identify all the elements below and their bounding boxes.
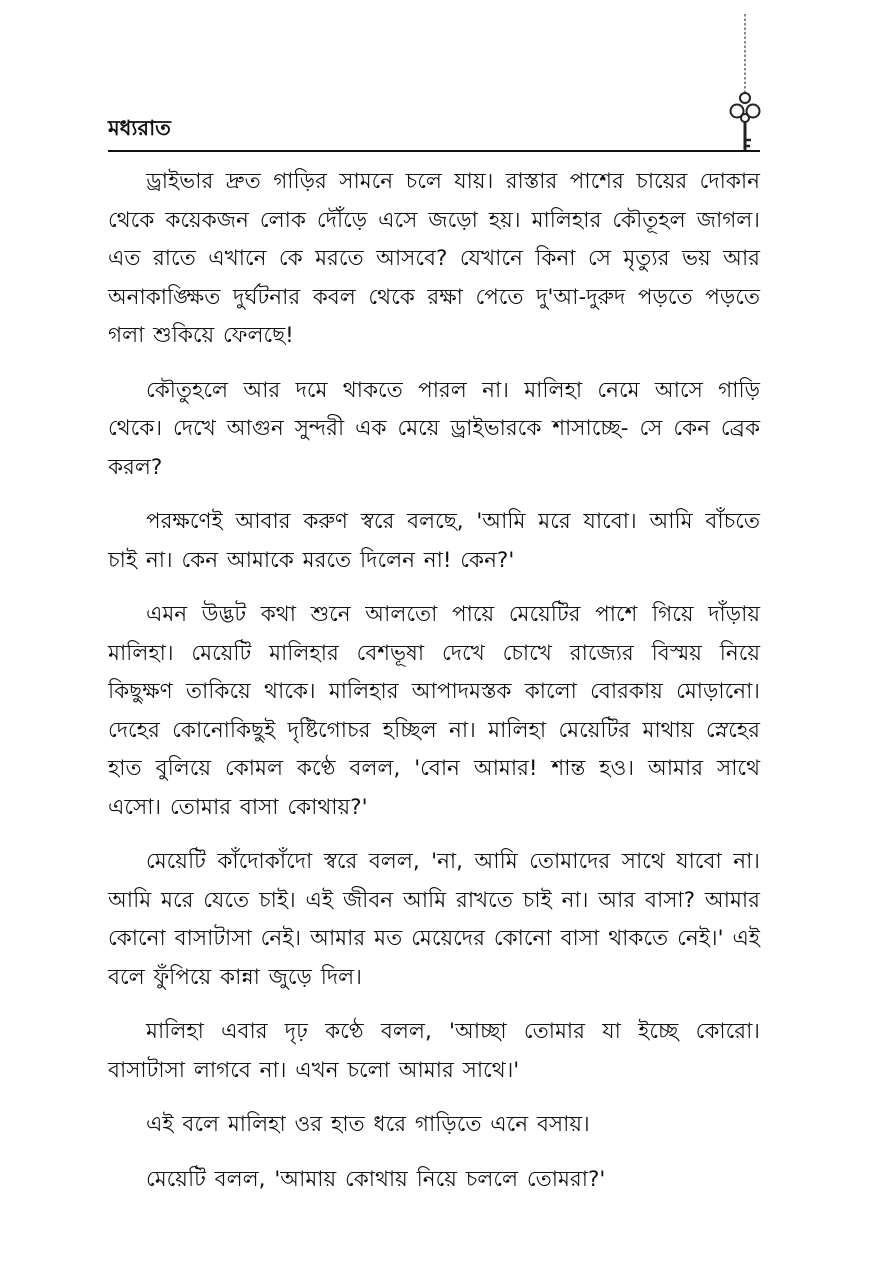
- paragraph-1: ড্রাইভার দ্রুত গাড়ির সামনে চলে যায়। রাস্তার পাশের চায়ের দোকান থেকে কয়েকজন লোক দৌঁড়ে এসে জড়ো হয়। মালিহার কৌতূহল জাগল। এত রাতে এখানে কে মরতে আসবে? যেখানে কিনা সে মৃত্যুর ভয় আর অনাকাঙ্ক্ষিত দুর্ঘটনার কবল থেকে রক্ষা পেতে দু'আ-দুরুদ পড়তে পড়তে গলা শুকিয়ে ফেলছে!: [108, 169, 760, 348]
- paragraph-6: মালিহা এবার দৃঢ় কণ্ঠে বলল, 'আচ্ছা তোমার যা ইচ্ছে কোরো। বাসাটাসা লাগবে না। এখন চলো আমার সাথে।': [108, 1019, 760, 1083]
- paragraph-8: মেয়েটি বলল, 'আমায় কোথায় নিয়ে চললে তোমরা?': [146, 1166, 606, 1192]
- paragraph-7: এই বলে মালিহা ওর হাত ধরে গাড়িতে এনে বসায়।: [146, 1112, 590, 1137]
- paragraph-5: মেয়েটি কাঁদোকাঁদো স্বরে বলল, 'না, আমি তোমাদের সাথে যাবো না। আমি মরে যেতে চাই। এই জীবন আমি রাখতে চাই না। আর বাসা? আমার কোনো বাসাটাসা নেই। আমার মত মেয়েদের কোনো বাসা থাকতে নেই।' এই বলে ফুঁপিয়ে কান্না জুড়ে দিল।: [108, 849, 760, 990]
- body-text: [108, 163, 760, 1215]
- header-divider: [108, 150, 760, 152]
- paragraph-4: এমন উদ্ভট কথা শুনে আলতো পায়ে মেয়েটির পাশে গিয়ে দাঁড়ায় মালিহা। মেয়েটি মালিহার বেশভূষা দেখে চোখে রাজ্যের বিস্ময় নিয়ে কিছুক্ষণ তাকিয়ে থাকে। মালিহার আপাদমস্তক কালো বোরকায় মোড়ানো। দেহের কোনোকিছুই দৃষ্টিগোচর হচ্ছিল না। মালিহা মেয়েটির মাথায় স্নেহের হাত বুলিয়ে কোমল কণ্ঠে বলল, 'বোন আমার! শান্ত হও। আমার সাথে এসো। তোমার বাসা কোথায়?': [108, 602, 760, 820]
- running-head-title: মধ্যরাত: [108, 116, 171, 140]
- hanging-key-ornament-icon: [728, 14, 762, 152]
- paragraph-2: কৌতুহলে আর দমে থাকতে পারল না। মালিহা নেমে আসে গাড়ি থেকে। দেখে আগুন সুন্দরী এক মেয়ে ড্রাইভারকে শাসাচ্ছে- সে কেন ব্রেক করল?: [108, 377, 760, 480]
- paragraph-3: পরক্ষণেই আবার করুণ স্বরে বলছে, 'আমি মরে যাবো। আমি বাঁচতে চাই না। কেন আমাকে মরতে দিলেন না! কেন?': [108, 509, 760, 573]
